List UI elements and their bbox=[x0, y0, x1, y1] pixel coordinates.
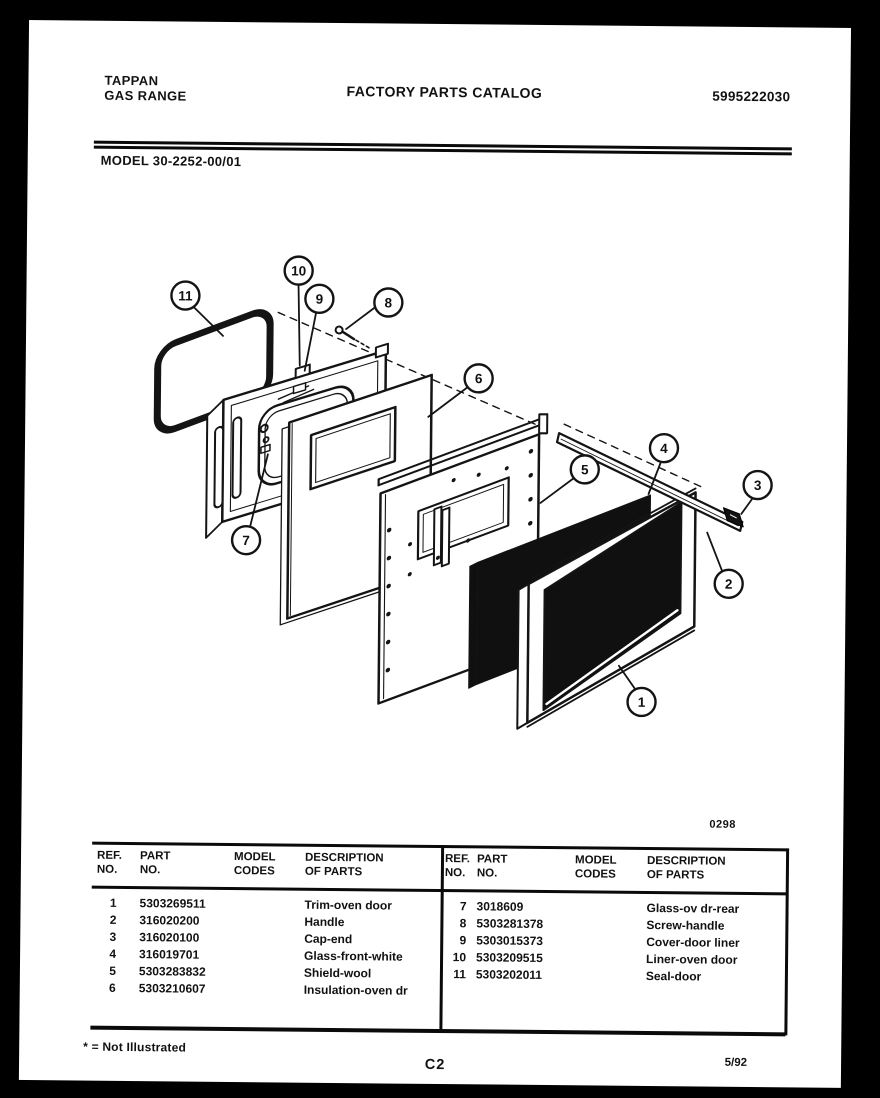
part-no: 316019701 bbox=[139, 947, 200, 962]
col-ref-line1: REF. bbox=[444, 853, 471, 866]
table-border-right bbox=[784, 848, 788, 1035]
col-model-line2: CODES bbox=[233, 865, 275, 878]
svg-text:10: 10 bbox=[291, 263, 307, 279]
col-model bbox=[575, 853, 617, 881]
date-code: 5/92 bbox=[724, 1056, 748, 1069]
hinge-arm bbox=[214, 426, 223, 508]
table-rule-bottom bbox=[90, 1026, 785, 1036]
part-description: Handle bbox=[304, 914, 345, 930]
part-no: 316020200 bbox=[139, 913, 200, 928]
brand-line1: TAPPAN bbox=[104, 72, 159, 89]
part-no: 5303283832 bbox=[138, 964, 206, 979]
part-description: Seal-door bbox=[645, 968, 702, 984]
table-header-right bbox=[445, 852, 775, 889]
brand-line2: GAS RANGE bbox=[104, 87, 187, 104]
col-ref bbox=[97, 849, 122, 877]
leader-line-2 bbox=[707, 533, 723, 573]
leader-line-10 bbox=[298, 285, 301, 366]
col-desc-line2: OF PARTS bbox=[646, 869, 705, 882]
leader-line-3 bbox=[741, 497, 753, 514]
callout-5 bbox=[571, 455, 599, 483]
col-part-line2: NO. bbox=[139, 864, 161, 877]
part-no: 5303209515 bbox=[476, 950, 543, 966]
parts-table-right bbox=[444, 899, 775, 987]
svg-text:6: 6 bbox=[474, 371, 483, 387]
ref-no: 5 bbox=[109, 963, 117, 978]
svg-text:7: 7 bbox=[242, 532, 250, 549]
col-desc-line1: DESCRIPTION bbox=[646, 855, 726, 868]
part-description: Trim-oven door bbox=[304, 897, 392, 913]
callout-8 bbox=[374, 288, 402, 316]
part-no: 5303210607 bbox=[138, 981, 206, 996]
ref-no: 3 bbox=[109, 929, 117, 944]
part-no: 5303015373 bbox=[476, 933, 544, 949]
callout-1 bbox=[627, 688, 655, 716]
part-description: Liner-oven door bbox=[646, 951, 738, 967]
ref-no: 7 bbox=[459, 899, 467, 914]
col-model-line1: MODEL bbox=[233, 851, 276, 864]
callout-7 bbox=[232, 526, 260, 554]
ref-no: 1 bbox=[109, 895, 117, 910]
callout-11 bbox=[171, 281, 199, 309]
leader-line-8 bbox=[346, 306, 376, 329]
scan-border-left bbox=[0, 0, 30, 1098]
model-line: MODEL 30-2252-00/01 bbox=[100, 152, 242, 170]
not-illustrated-note: * = Not Illustrated bbox=[83, 1039, 187, 1055]
ref-no: 4 bbox=[109, 946, 117, 961]
svg-text:11: 11 bbox=[178, 288, 193, 304]
part-no: 3018609 bbox=[476, 899, 524, 914]
col-desc-line1: DESCRIPTION bbox=[304, 851, 384, 865]
parts-table-left bbox=[96, 896, 427, 1001]
col-part bbox=[140, 849, 171, 877]
col-part-line1: PART bbox=[139, 850, 171, 863]
table-row bbox=[444, 967, 774, 987]
part-no: 5303281378 bbox=[476, 916, 544, 932]
leader-line-5 bbox=[540, 478, 573, 503]
col-desc bbox=[647, 854, 726, 883]
part-description: Glass-front-white bbox=[304, 948, 403, 964]
ref-no: 2 bbox=[109, 912, 117, 927]
part-description: Cap-end bbox=[304, 931, 353, 947]
ref-no: 9 bbox=[459, 933, 467, 948]
col-desc bbox=[305, 851, 384, 880]
figure-number: 0298 bbox=[709, 818, 736, 831]
svg-text:2: 2 bbox=[724, 576, 733, 592]
col-part-line2: NO. bbox=[476, 867, 498, 880]
svg-text:9: 9 bbox=[315, 291, 324, 307]
catalog-title: FACTORY PARTS CATALOG bbox=[346, 83, 543, 101]
callout-6 bbox=[465, 364, 493, 392]
publication-number: 5995222030 bbox=[712, 88, 791, 105]
callout-3 bbox=[743, 471, 771, 499]
callout-10 bbox=[285, 256, 313, 284]
table-row bbox=[96, 981, 426, 1001]
part-description: Glass-ov dr-rear bbox=[646, 900, 740, 916]
part-description: Shield-wool bbox=[303, 965, 372, 981]
col-model bbox=[234, 850, 276, 878]
part-no: 316020100 bbox=[139, 930, 200, 945]
col-desc-line2: OF PARTS bbox=[304, 865, 363, 879]
callout-9 bbox=[305, 285, 333, 313]
part-description: Insulation-oven dr bbox=[303, 982, 408, 998]
ref-no: 8 bbox=[459, 916, 467, 931]
svg-text:8: 8 bbox=[384, 295, 393, 311]
col-part bbox=[477, 852, 508, 880]
ref-no: 10 bbox=[452, 950, 467, 965]
scan-border-top bbox=[0, 0, 880, 29]
col-ref bbox=[445, 852, 470, 880]
svg-text:4: 4 bbox=[660, 440, 668, 457]
part-no: 5303202011 bbox=[475, 967, 543, 982]
table-divider bbox=[439, 845, 443, 1032]
scan-border-bottom bbox=[0, 1079, 880, 1098]
col-part-line1: PART bbox=[476, 853, 508, 866]
svg-text:3: 3 bbox=[753, 477, 762, 493]
ref-no: 6 bbox=[109, 980, 116, 995]
section-code: C2 bbox=[424, 1056, 446, 1074]
exploded-diagram bbox=[78, 227, 803, 774]
col-ref-line2: NO. bbox=[96, 863, 118, 876]
svg-text:5: 5 bbox=[580, 462, 589, 478]
svg-text:1: 1 bbox=[637, 694, 646, 710]
part-no: 5303269511 bbox=[139, 896, 206, 911]
col-model-line1: MODEL bbox=[574, 854, 617, 867]
leader-line-9 bbox=[305, 312, 317, 371]
scan-border-right bbox=[840, 0, 880, 1098]
part-description: Screw-handle bbox=[646, 917, 725, 933]
part-description: Cover-door liner bbox=[646, 934, 740, 950]
brand-block bbox=[104, 73, 187, 104]
callout-4 bbox=[650, 434, 678, 462]
col-ref-line1: REF. bbox=[96, 849, 123, 862]
table-header-left bbox=[97, 849, 427, 886]
col-ref-line2: NO. bbox=[444, 867, 466, 880]
col-model-line2: CODES bbox=[574, 868, 616, 881]
latch-bracket bbox=[442, 508, 450, 567]
leader-line-6 bbox=[428, 387, 467, 417]
ref-no: 11 bbox=[453, 967, 466, 982]
hinge-arm bbox=[232, 416, 241, 498]
callout-2 bbox=[715, 570, 743, 598]
